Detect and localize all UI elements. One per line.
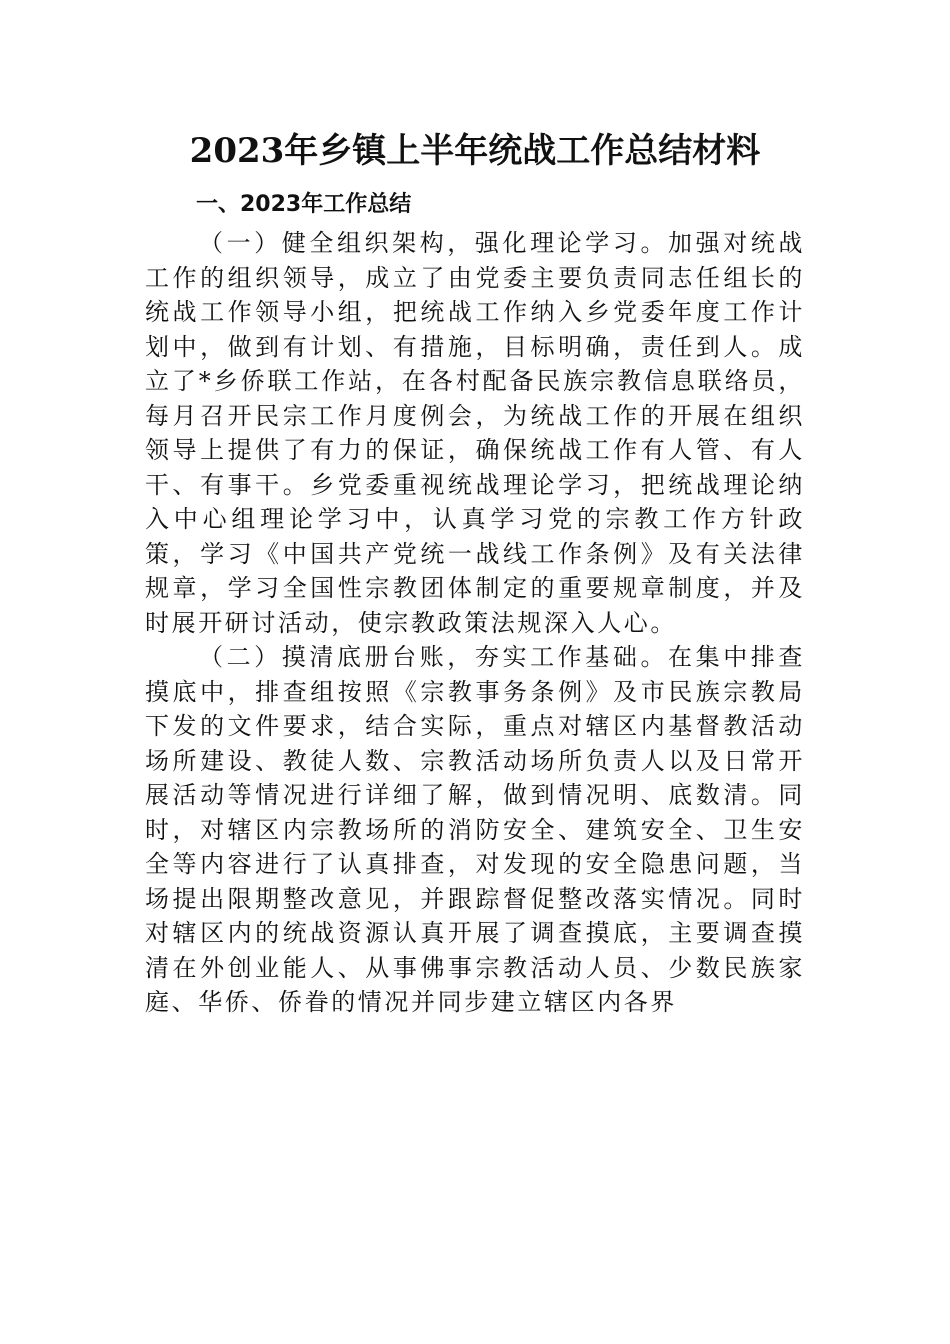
- paragraph-1: （一）健全组织架构，强化理论学习。加强对统战工作的组织领导，成立了由党委主要负责同志任组长的统战工作领导小组，把统战工作纳入乡党委年度工作计划中，做到有计划、有措施，目标明确，责任到人。成立了*乡侨联工作站，在各村配备民族宗教信息联络员，每月召开民宗工作月度例会，为统战工作的开展在组织领导上提供了有力的保证，确保统战工作有人管、有人干、有事干。乡党委重视统战理论学习，把统战理论纳入中心组理论学习中，认真学习党的宗教工作方针政策，学习《中国共产党统一战线工作条例》及有关法律规章，学习全国性宗教团体制定的重要规章制度，并及时展开研讨活动，使宗教政策法规深入人心。: [145, 229, 805, 637]
- paragraph-2: （二）摸清底册台账，夯实工作基础。在集中排查摸底中，排查组按照《宗教事务条例》及市民族宗教局下发的文件要求，结合实际，重点对辖区内基督教活动场所建设、教徒人数、宗教活动场所负责人以及日常开展活动等情况进行详细了解，做到情况明、底数清。同时，对辖区内宗教场所的消防安全、建筑安全、卫生安全等内容进行了认真排查，对发现的安全隐患问题，当场提出限期整改意见，并跟踪督促整改落实情况。同时对辖区内的统战资源认真开展了调查摸底，主要调查摸清在外创业能人、从事佛事宗教活动人员、少数民族家庭、华侨、侨眷的情况并同步建立辖区内各界: [145, 643, 805, 1016]
- section-heading: 一、2023年工作总结: [196, 192, 412, 217]
- document-title: 2023年乡镇上半年统战工作总结材料: [189, 131, 761, 171]
